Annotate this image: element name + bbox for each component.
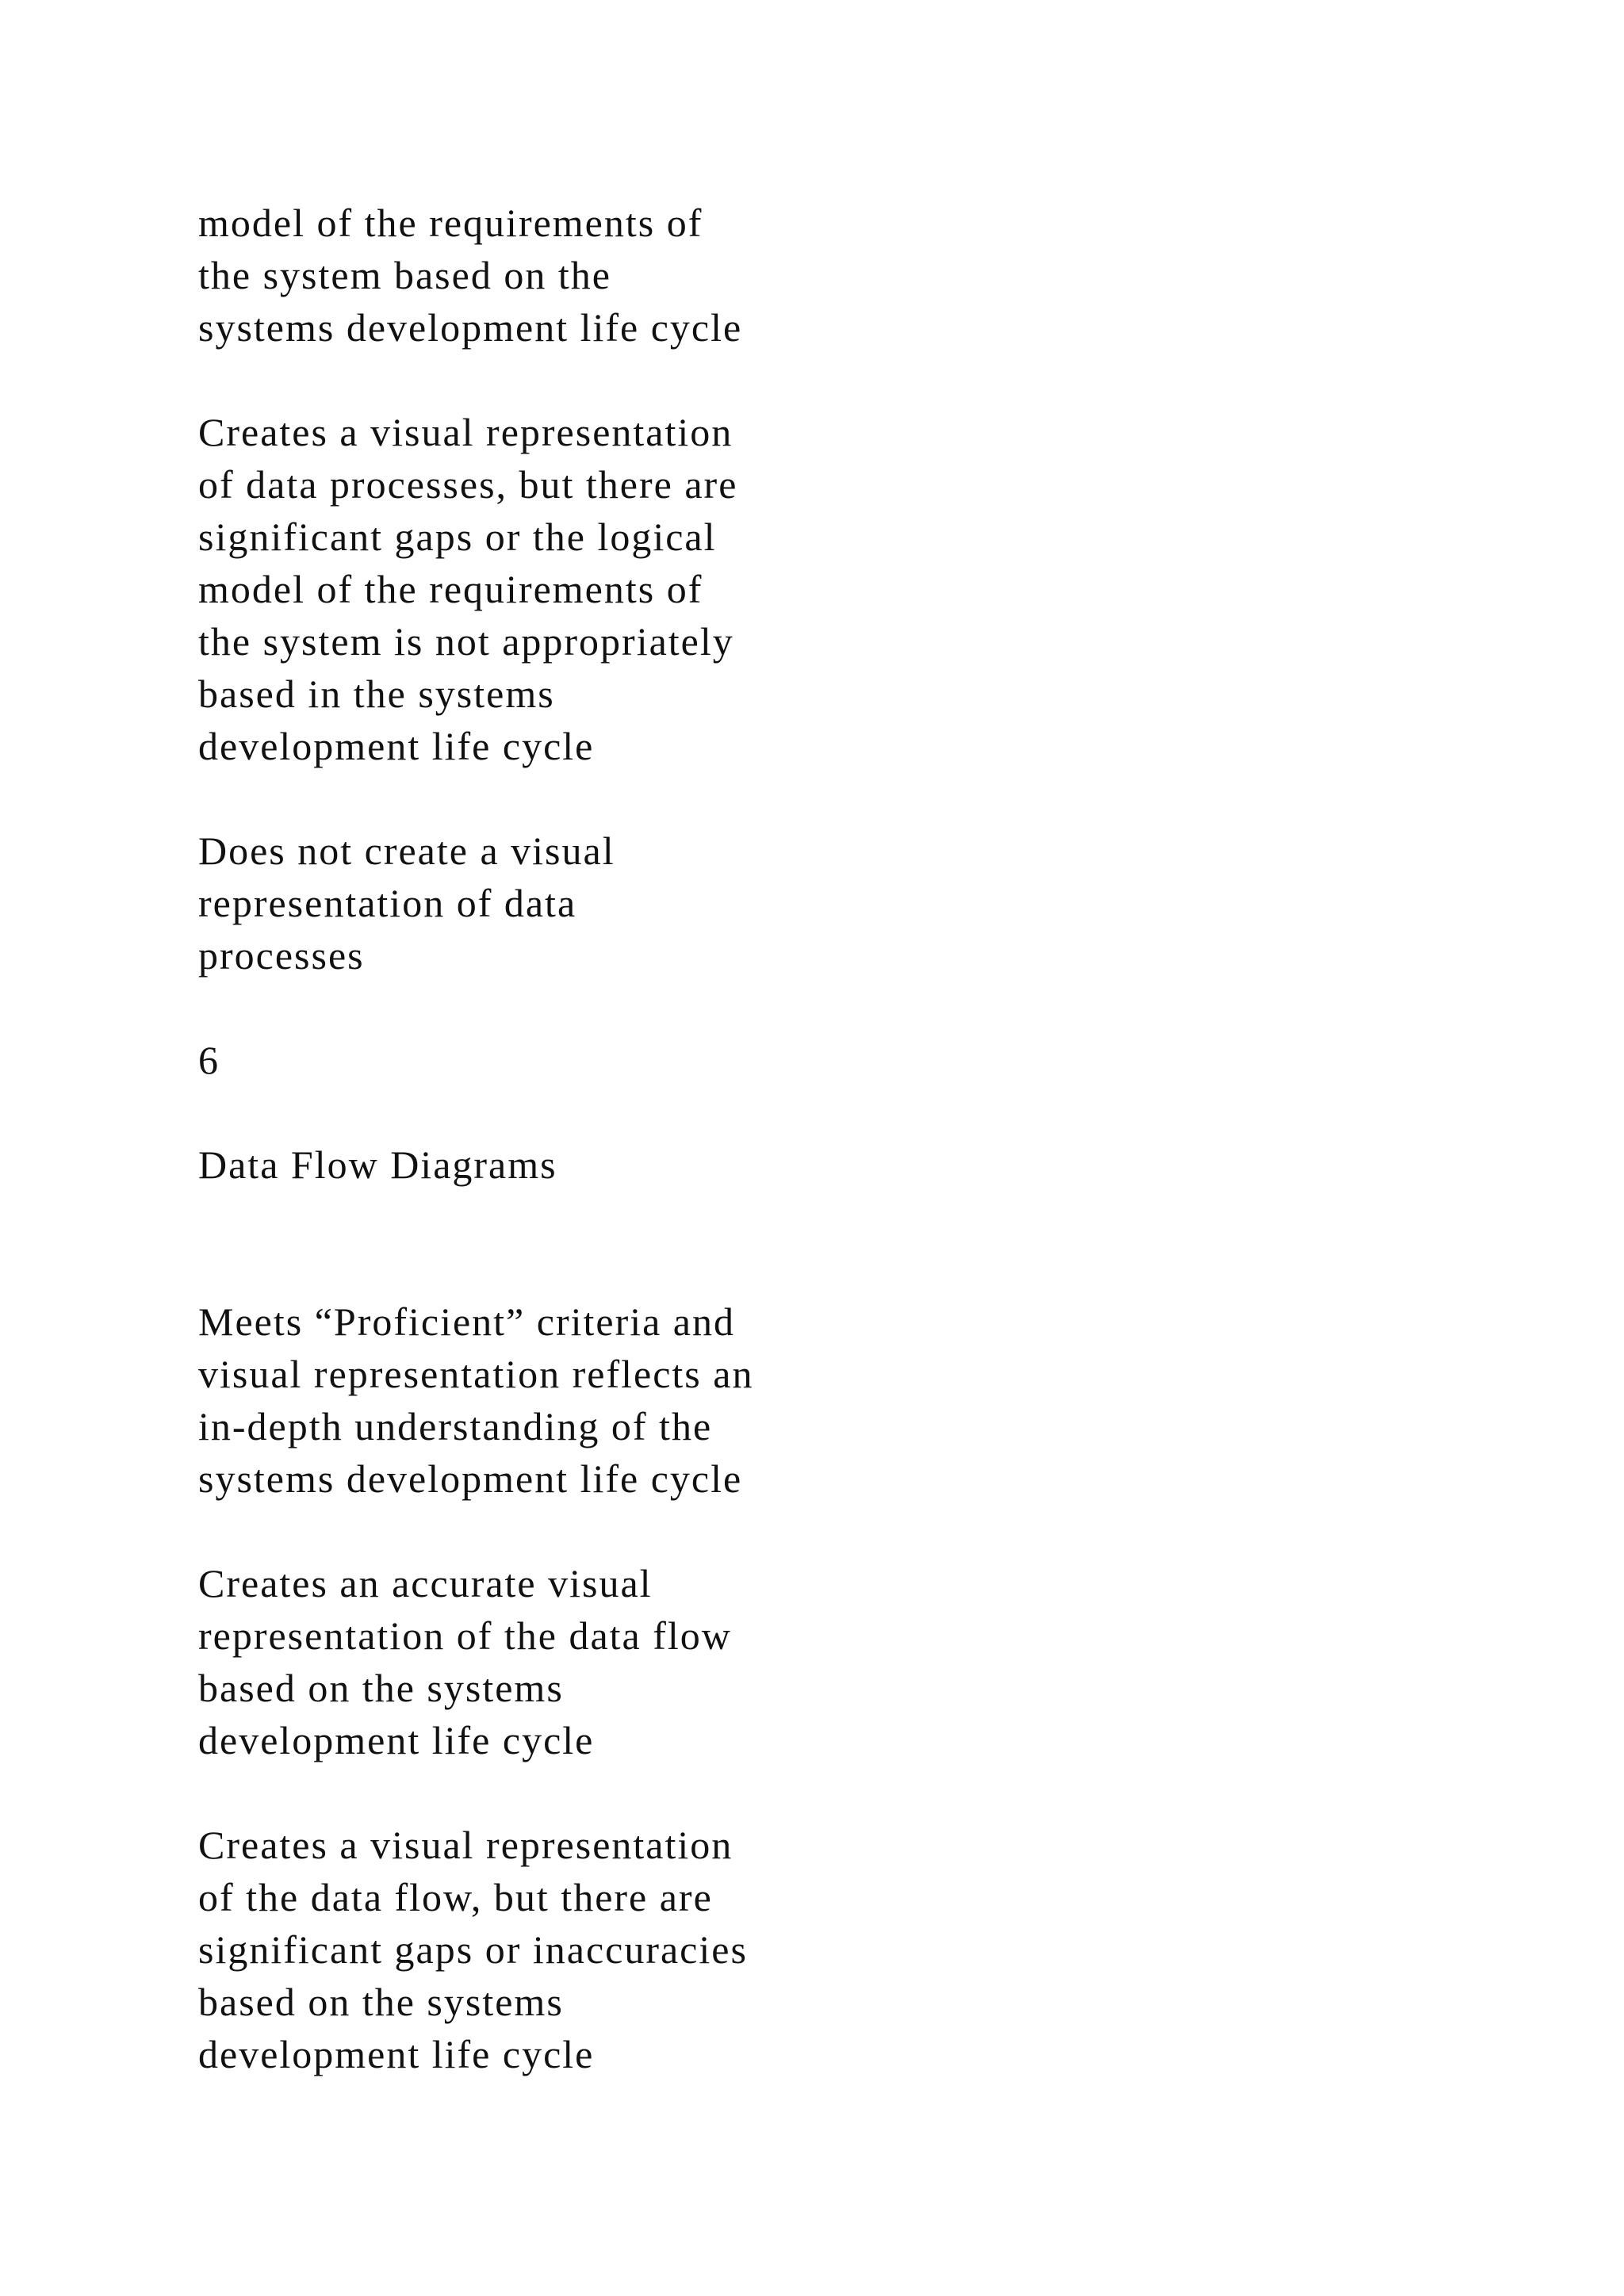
criterion-title <box>198 1138 991 1191</box>
text-line: based in the systems <box>198 672 555 716</box>
text-line: significant gaps or the logical <box>198 515 717 559</box>
text-line: based on the systems <box>198 1980 564 2024</box>
text-line: systems development life cycle <box>198 305 743 350</box>
text-line: the system is not appropriately <box>198 619 734 664</box>
text-line: visual representation reflects an <box>198 1352 754 1396</box>
text-line: Creates an accurate visual <box>198 1561 653 1605</box>
text-line: model of the requirements of <box>198 201 703 245</box>
paragraph-not-evident <box>198 825 991 982</box>
paragraph-exemplary <box>198 1295 991 1505</box>
text-line: Creates a visual representation <box>198 1823 733 1867</box>
text-line: processes <box>198 933 365 978</box>
rubric-text-column <box>198 197 991 2133</box>
paragraph-continuation <box>198 197 991 354</box>
paragraph-basic <box>198 406 991 772</box>
text-line: Data Flow Diagrams <box>198 1142 557 1187</box>
text-line: of the data flow, but there are <box>198 1875 713 1919</box>
text-line: 6 <box>198 1038 220 1082</box>
text-line: development life cycle <box>198 2032 595 2076</box>
text-line: development life cycle <box>198 724 595 768</box>
text-line: Does not create a visual <box>198 828 615 873</box>
text-line: Meets “Proficient” criteria and <box>198 1299 735 1344</box>
text-line: based on the systems <box>198 1666 564 1710</box>
text-line: development life cycle <box>198 1718 595 1762</box>
text-line: model of the requirements of <box>198 567 703 611</box>
text-line: the system based on the <box>198 253 611 297</box>
criterion-number <box>198 1034 991 1086</box>
paragraph-needs-improvement <box>198 1819 991 2080</box>
text-line: significant gaps or inaccuracies <box>198 1927 748 1972</box>
text-line: representation of the data flow <box>198 1613 732 1658</box>
text-line: representation of data <box>198 881 577 925</box>
text-line: in-depth understanding of the <box>198 1404 713 1448</box>
text-line: systems development life cycle <box>198 1456 743 1501</box>
paragraph-proficient <box>198 1557 991 1766</box>
text-line: of data processes, but there are <box>198 462 738 507</box>
text-line: Creates a visual representation <box>198 410 733 454</box>
